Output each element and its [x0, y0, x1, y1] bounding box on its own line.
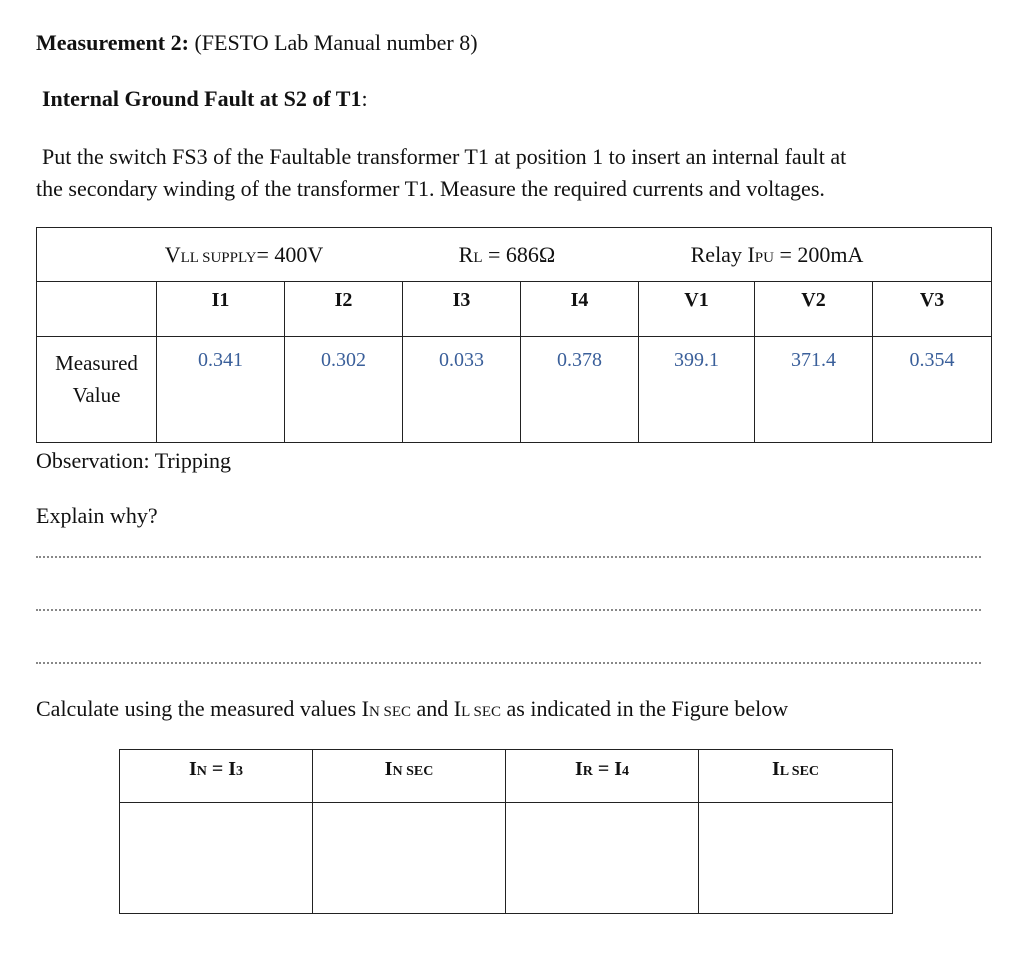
relay-subscript: PU	[754, 249, 774, 266]
measurement-heading	[36, 30, 478, 56]
measurement-label: Measurement 2:	[36, 30, 189, 55]
fault-title-colon: :	[361, 86, 368, 111]
parameters-row	[37, 228, 992, 282]
measured-value-row	[37, 337, 992, 443]
relay-pickup-param	[691, 242, 864, 268]
calc-header-in-sec	[313, 750, 506, 803]
instruction-line-2: the secondary winding of the transformer T1. Measure the required currents and voltages.	[36, 176, 825, 201]
h3-sub2: 4	[622, 764, 630, 779]
vll-supply-param	[165, 242, 324, 268]
calc-text-2: and I	[411, 696, 462, 721]
answer-line-2[interactable]	[36, 609, 981, 611]
h1-main: I	[188, 758, 197, 780]
header-cell: I3	[403, 282, 521, 337]
rl-param	[459, 242, 556, 268]
calculate-instruction	[36, 696, 788, 722]
relay-value: = 200mA	[773, 241, 864, 267]
value-cell: 0.302	[285, 337, 403, 443]
fault-heading	[42, 86, 368, 112]
row-label-line-1: Measured	[55, 351, 138, 375]
calc-answer-cell[interactable]	[313, 803, 506, 914]
row-label-line-2: Value	[72, 383, 121, 407]
value-cell: 399.1	[639, 337, 755, 443]
h3-main: I	[574, 758, 583, 780]
rl-subscript: L	[473, 249, 483, 266]
instruction-line-1: Put the switch FS3 of the Faultable transformer T1 at position 1 to insert an internal fault at	[42, 144, 847, 169]
header-cell: V1	[639, 282, 755, 337]
header-cell: I2	[285, 282, 403, 337]
calc-header-row	[120, 750, 893, 803]
row-label	[37, 337, 157, 443]
header-cell	[37, 282, 157, 337]
vll-value: = 400V	[256, 241, 324, 267]
vll-subscript: LL SUPPLY	[180, 249, 257, 266]
fault-title: Internal Ground Fault at S2 of T1	[42, 86, 362, 111]
calc-answer-cell[interactable]	[120, 803, 313, 914]
header-cell: I4	[521, 282, 639, 337]
relay-symbol: Relay I	[690, 241, 755, 267]
value-cell: 371.4	[755, 337, 873, 443]
calc-header-ir-i4	[506, 750, 699, 803]
measurement-source: (FESTO Lab Manual number 8)	[188, 30, 478, 55]
h3-eq: = I	[592, 758, 623, 780]
calc-header-in-i3	[120, 750, 313, 803]
calc-answer-row	[120, 803, 893, 914]
calc-subscript-1: N SEC	[368, 704, 412, 720]
h1-sub: N	[196, 764, 207, 779]
h3-sub: R	[582, 764, 593, 779]
instructions	[36, 141, 996, 205]
header-cell: V2	[755, 282, 873, 337]
h4-sub: L SEC	[779, 764, 820, 779]
vll-symbol: V	[164, 241, 181, 267]
rl-value: = 686Ω	[482, 241, 556, 267]
h1-eq: = I	[206, 758, 237, 780]
observation-text: Observation: Tripping	[36, 448, 231, 473]
h4-main: I	[771, 758, 780, 780]
calc-text-1: Calculate using the measured values I	[36, 696, 369, 721]
calc-answer-cell[interactable]	[699, 803, 893, 914]
explain-prompt: Explain why?	[36, 503, 158, 528]
value-cell: 0.033	[403, 337, 521, 443]
h2-main: I	[384, 758, 393, 780]
calc-answer-cell[interactable]	[506, 803, 699, 914]
value-cell: 0.378	[521, 337, 639, 443]
header-cell: V3	[873, 282, 992, 337]
value-cell: 0.341	[157, 337, 285, 443]
measurement-table	[36, 227, 992, 443]
header-cell: I1	[157, 282, 285, 337]
answer-line-3[interactable]	[36, 662, 981, 664]
header-row	[37, 282, 992, 337]
value-cell: 0.354	[873, 337, 992, 443]
h2-sub: N SEC	[392, 764, 434, 779]
rl-symbol: R	[458, 241, 474, 267]
calc-header-il-sec	[699, 750, 893, 803]
answer-line-1[interactable]	[36, 556, 981, 558]
calc-subscript-2: L SEC	[461, 704, 502, 720]
calculation-table	[119, 749, 893, 914]
h1-sub2: 3	[236, 764, 244, 779]
calc-text-3: as indicated in the Figure below	[501, 696, 789, 721]
